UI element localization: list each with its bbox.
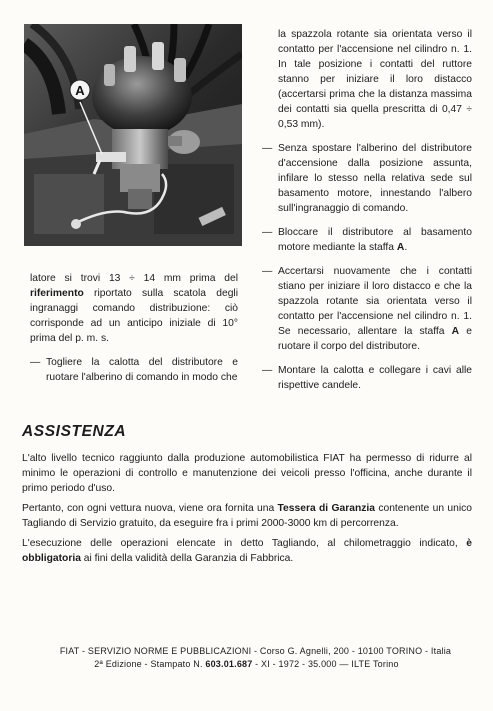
- footer-publisher-line: FIAT - SERVIZIO NORME E PUBBLICAZIONI - Corso G. Agnelli, 200 - 10100 TORINO - Italia: [59, 646, 452, 656]
- emphasis-tessera: Tessera di Garanzia: [277, 503, 375, 514]
- right-intro-paragraph: la spazzola rotante sia orientata verso il contatto per l'accensione nel cilindro n. 1. In tale posizione i contatti del ruttore stanno per iniziare il loro distacco (accertarsi prima che la distanza massima dei contatti sia quella prescritta di 0,47 ÷ 0,53 mm).: [278, 29, 472, 130]
- emphasis-riferimento: riferimento: [30, 288, 84, 299]
- list-item: — Senza spostare l'alberino del distributore d'accensione dalla posizione assunta, infilare lo stesso nella relativa sede sul basamento motore, innestando l'albero sull'ingranaggio di comando.: [262, 143, 472, 214]
- left-column: [30, 271, 238, 385]
- distributor-photo-illustration: [24, 24, 242, 246]
- dash-bullet: —: [262, 266, 273, 277]
- dash-bullet: —: [262, 227, 273, 238]
- list-item: — Montare la calotta e collegare i cavi alle rispettive candele.: [262, 365, 472, 391]
- print-number: 603.01.687: [205, 659, 253, 669]
- footer-edition-line: 2ª Edizione - Stampato N. 603.01.687 - XI - 1972 - 35.000 — ILTE Torino: [94, 659, 399, 669]
- footer: [0, 645, 493, 671]
- section-paragraph-2: Pertanto, con ogni vettura nuova, viene ora fornita una Tessera di Garanzia contenente un unico Tagliando di Servizio gratuito, da eseguire fra i primi 2000-3000 km di percorrenza.: [22, 503, 472, 529]
- section-title: ASSISTENZA: [22, 423, 127, 440]
- right-column: [262, 27, 472, 393]
- dash-bullet: —: [262, 143, 273, 154]
- emphasis-obbligatoria: è obbligatoria: [22, 538, 472, 564]
- section-paragraph-3: L'esecuzione delle operazioni elencate in detto Tagliando, al chilometraggio indicato, è obbligatoria ai fini della validità della Garanzia di Fabbrica.: [22, 538, 472, 564]
- distributor-photo: [24, 24, 242, 246]
- list-item: — Togliere la calotta del distributore e ruotare l'alberino di comando in modo che: [30, 357, 238, 383]
- dash-bullet: —: [262, 365, 273, 376]
- list-item: — Bloccare il distributore al basamento motore mediante la staffa A.: [262, 227, 472, 253]
- section-paragraph-1: L'alto livello tecnico raggiunto dalla produzione automobilistica FIAT ha permesso di ridurre al minimo le operazioni di controllo e manutenzione dei veicoli presso l'officina, anche durante il primo periodo d'uso.: [22, 453, 472, 494]
- list-item: — Accertarsi nuovamente che i contatti stiano per iniziare il loro distacco e che la spazzola rotante sia orientata verso il contatto per l'accensione nel cilindro n. 1. Se necessario, allentare la staffa A e ruotare il corpo del distributore.: [262, 266, 472, 352]
- photo-label-a: A: [75, 83, 85, 98]
- dash-bullet: —: [30, 357, 41, 368]
- left-intro-paragraph: latore si trovi 13 ÷ 14 mm prima del riferimento riportato sulla scatola degli ingranaggi comando distribuzione: ciò corrisponde ad un anticipo iniziale di 10° prima del p. m. s.: [30, 273, 238, 344]
- section-body: [22, 451, 472, 571]
